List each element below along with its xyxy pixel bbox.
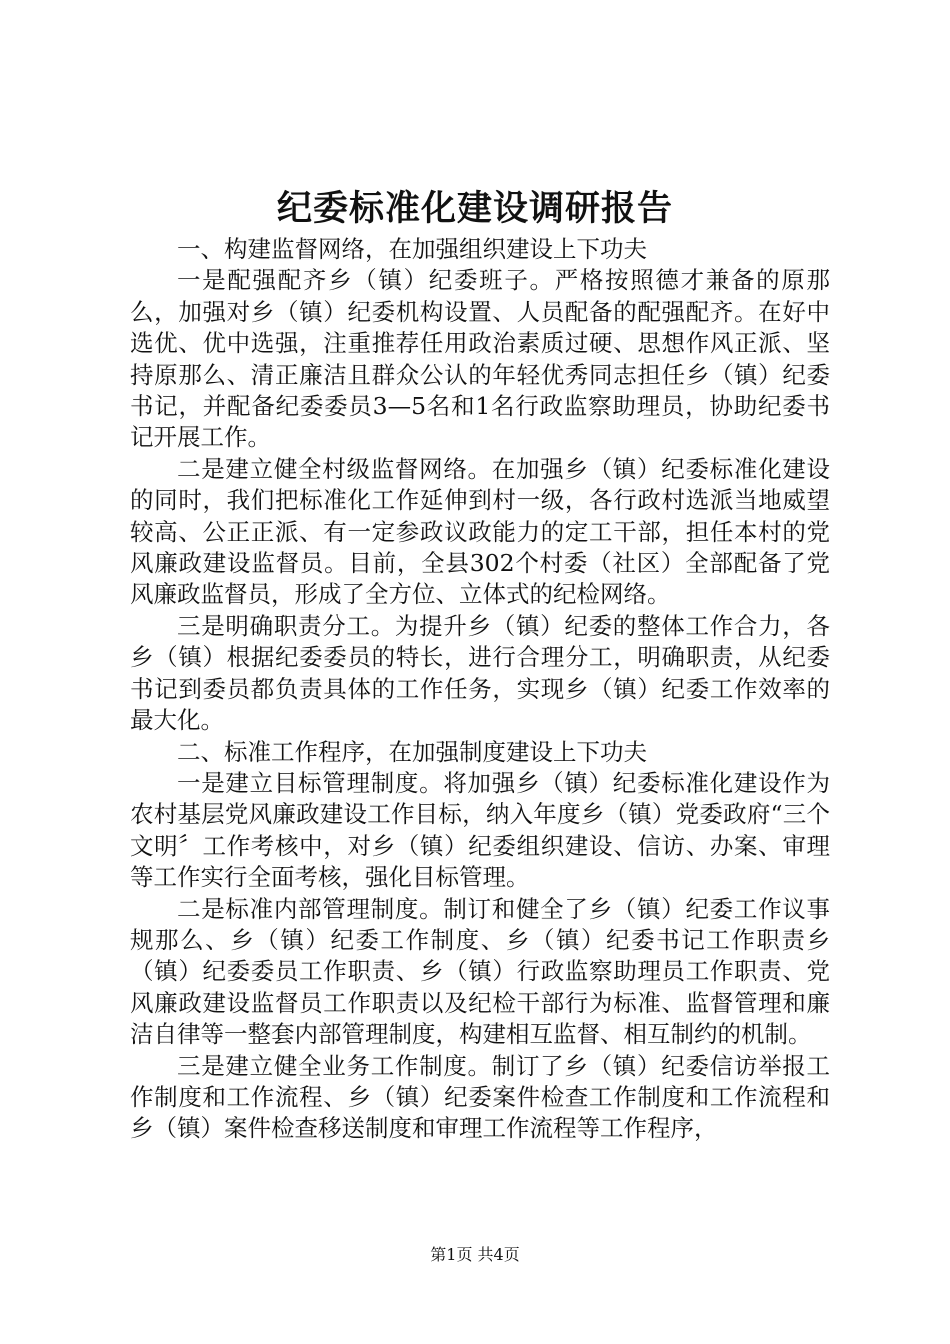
section-heading-2: 二、标准工作程序，在加强制度建设上下功夫: [177, 737, 647, 766]
document-body: [130, 234, 830, 1145]
paragraph: 二是标准内部管理制度。制订和健全了乡（镇）纪委工作议事规那么、乡（镇）纪委工作制度、乡（镇）纪委书记工作职责乡（镇）纪委委员工作职责、乡（镇）行政监察助理员工作职责、党风廉政建设监督员工作职责以及纪检干部行为标准、监督管理和廉洁自律等一整套内部管理制度，构建相互监督、相互制约的机制。: [130, 894, 830, 1049]
paragraph: 一是配强配齐乡（镇）纪委班子。严格按照德才兼备的原那么，加强对乡（镇）纪委机构设置、人员配备的配强配齐。在好中选优、优中选强，注重推荐任用政治素质过硬、思想作风正派、坚持原那么、清正廉洁且群众公认的年轻优秀同志担任乡（镇）纪委书记，并配备纪委委员3—5名和1名行政监察助理员，协助纪委书记开展工作。: [130, 266, 830, 452]
paragraph: 三是明确职责分工。为提升乡（镇）纪委的整体工作合力，各乡（镇）根据纪委委员的特长，进行合理分工，明确职责，从纪委书记到委员都负责具体的工作任务，实现乡（镇）纪委工作效率的最大化。: [130, 611, 830, 735]
section-heading-1: 一、构建监督网络，在加强组织建设上下功夫: [177, 235, 647, 263]
paragraph: 三是建立健全业务工作制度。制订了乡（镇）纪委信访举报工作制度和工作流程、乡（镇）纪委案件检查工作制度和工作流程和乡（镇）案件检查移送制度和审理工作流程等工作程序，: [130, 1051, 830, 1143]
document-title: 纪委标准化建设调研报告: [276, 188, 673, 229]
paragraph: 二是建立健全村级监督网络。在加强乡（镇）纪委标准化建设的同时，我们把标准化工作延伸到村一级，各行政村选派当地威望较高、公正正派、有一定参政议政能力的定工干部，担任本村的党风廉政建设监督员。目前，全县302个村委（社区）全部配备了党风廉政监督员，形成了全方位、立体式的纪检网络。: [130, 454, 830, 609]
paragraph: 一是建立目标管理制度。将加强乡（镇）纪委标准化建设作为农村基层党风廉政建设工作目标，纳入年度乡（镇）党委政府“三个文明〞工作考核中，对乡（镇）纪委组织建设、信访、办案、审理等工作实行全面考核，强化目标管理。: [130, 768, 830, 892]
page-number-footer: 第1页 共4页: [430, 1245, 520, 1264]
